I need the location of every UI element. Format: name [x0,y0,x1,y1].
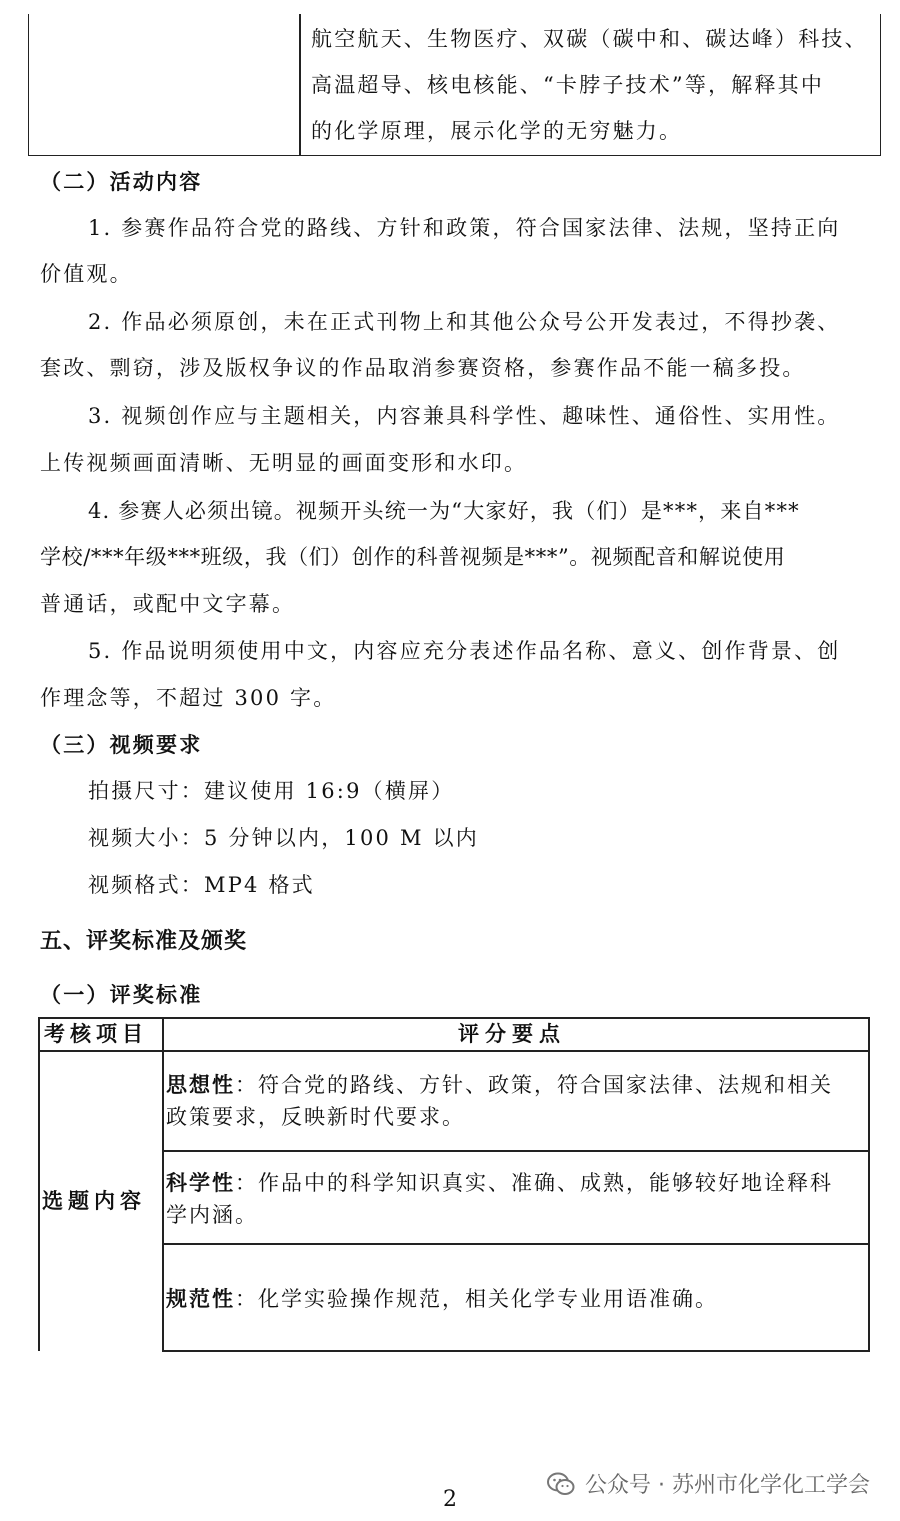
page-number: 2 [443,1487,457,1512]
criterion-text: ：符合党的路线、方针、政策，符合国家法律、法规和相关 [235,1073,833,1097]
criterion-text: ：化学实验操作规范，相关化学专业用语准确。 [235,1287,718,1311]
section-heading: （二）活动内容 [40,170,203,194]
column-header: 考核项目 [44,1022,148,1046]
paragraph-line: 作理念等，不超过 300 字。 [40,686,337,710]
paragraph-line: 5. 作品说明须使用中文，内容应充分表述作品名称、意义、创作背景、创 [88,639,841,663]
spec-line: 视频大小：5 分钟以内，100 M 以内 [88,826,479,850]
section-heading: （三）视频要求 [40,733,203,757]
top-table-line: 航空航天、生物医疗、双碳（碳中和、碳达峰）科技、 [311,27,868,51]
criterion [166,1283,718,1315]
criterion-label: 思想性 [166,1073,235,1097]
criterion-label: 规范性 [166,1287,235,1311]
paragraph-line: 4. 参赛人必须出镜。视频开头统一为“大家好，我（们）是***，来自*** [88,499,800,523]
paragraph-line: 普通话，或配中文字幕。 [40,592,296,616]
paragraph-line: 1. 参赛作品符合党的路线、方针和政策，符合国家法律、法规，坚持正向 [88,216,841,240]
table-border [162,1350,870,1352]
spec-line: 视频格式：MP4 格式 [88,873,315,897]
paragraph-line: 学校/***年级***班级，我（们）创作的科普视频是***”。视频配音和解说使用 [40,545,786,569]
table-border [162,1017,164,1351]
criterion [166,1069,833,1101]
top-table [28,14,881,156]
criterion-text: 政策要求，反映新时代要求。 [166,1105,465,1129]
table-border [38,1017,40,1351]
chapter-heading: 五、评奖标准及颁奖 [40,929,248,954]
table-border [868,1017,870,1351]
category-label: 选题内容 [42,1189,146,1213]
top-table-line: 高温超导、核电核能、“卡脖子技术”等，解释其中 [311,73,825,97]
table-border [162,1243,870,1245]
paragraph-line: 套改、剽窃，涉及版权争议的作品取消参赛资格，参赛作品不能一稿多投。 [40,356,806,380]
watermark-text: 公众号 · 苏州市化学化工学会 [585,1473,870,1498]
paragraph-line: 2. 作品必须原创，未在正式刊物上和其他公众号公开发表过，不得抄袭、 [88,310,841,334]
table-divider [299,14,301,155]
criterion-text: 学内涵。 [166,1203,258,1227]
paragraph-line: 上传视频画面清晰、无明显的画面变形和水印。 [40,451,528,475]
paragraph-line: 3. 视频创作应与主题相关，内容兼具科学性、趣味性、通俗性、实用性。 [88,404,841,428]
paragraph-line: 价值观。 [40,262,133,286]
criterion-text: ：作品中的科学知识真实、准确、成熟，能够较好地诠释科 [235,1171,833,1195]
evaluation-table [38,1017,870,1351]
table-border [162,1150,870,1152]
top-table-line: 的化学原理，展示化学的无穷魅力。 [311,119,683,143]
column-header: 评分要点 [458,1022,566,1046]
section-heading: （一）评奖标准 [40,983,203,1007]
criterion-label: 科学性 [166,1171,235,1195]
spec-line: 拍摄尺寸：建议使用 16:9（横屏） [88,779,455,803]
criterion [166,1167,833,1199]
